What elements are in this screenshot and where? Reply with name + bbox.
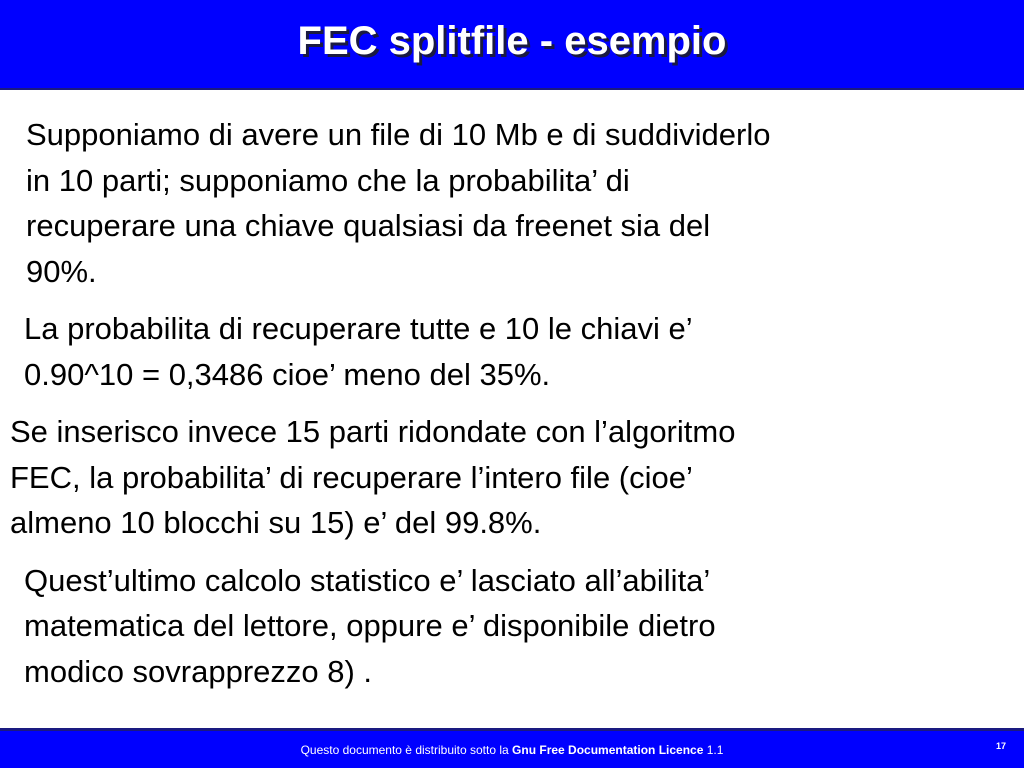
paragraph-line: Se inserisco invece 15 parti ridondate con l’algoritmo	[10, 414, 736, 449]
paragraph-line: FEC, la probabilita’ di recuperare l’intero file (cioe’	[10, 459, 693, 495]
paragraph-line: 0.90^10 = 0,3486 cioe’ meno del 35%.	[24, 356, 551, 392]
footer-suffix: 1.1	[703, 743, 724, 757]
paragraph-line: La probabilita di recuperare tutte e 10 le chiavi e’	[24, 311, 693, 346]
slide-body	[0, 112, 1024, 694]
paragraph-line: matematica del lettore, oppure e’ disponibile dietro	[24, 608, 716, 643]
footer-bar	[0, 728, 1024, 768]
title-bar	[0, 0, 1024, 90]
paragraph-line: recuperare una chiave qualsiasi da freenet sia del	[26, 208, 711, 243]
paragraph-1	[0, 112, 1024, 294]
footer-licence-notice	[0, 743, 1024, 757]
paragraph-line: Supponiamo di avere un file di 10 Mb e di suddividerlo	[26, 117, 771, 152]
page-number: 17	[995, 741, 1006, 751]
paragraph-line: in 10 parti; supponiamo che la probabilita’ di	[26, 162, 630, 198]
paragraph-line: modico sovrapprezzo 8) .	[24, 653, 373, 689]
paragraph-4	[0, 558, 1024, 695]
footer-prefix: Questo documento è distribuito sotto la	[300, 743, 513, 757]
slide-title: FEC splitfile - esempio	[297, 18, 727, 63]
paragraph-line: almeno 10 blocchi su 15) e’ del 99.8%.	[10, 505, 542, 540]
paragraph-3	[0, 409, 1024, 546]
paragraph-line: Quest’ultimo calcolo statistico e’ lasciato all’abilita’	[24, 562, 711, 598]
footer-licence-name: Gnu Free Documentation Licence	[512, 743, 704, 757]
paragraph-line: 90%.	[26, 253, 97, 289]
paragraph-2	[0, 306, 1024, 397]
